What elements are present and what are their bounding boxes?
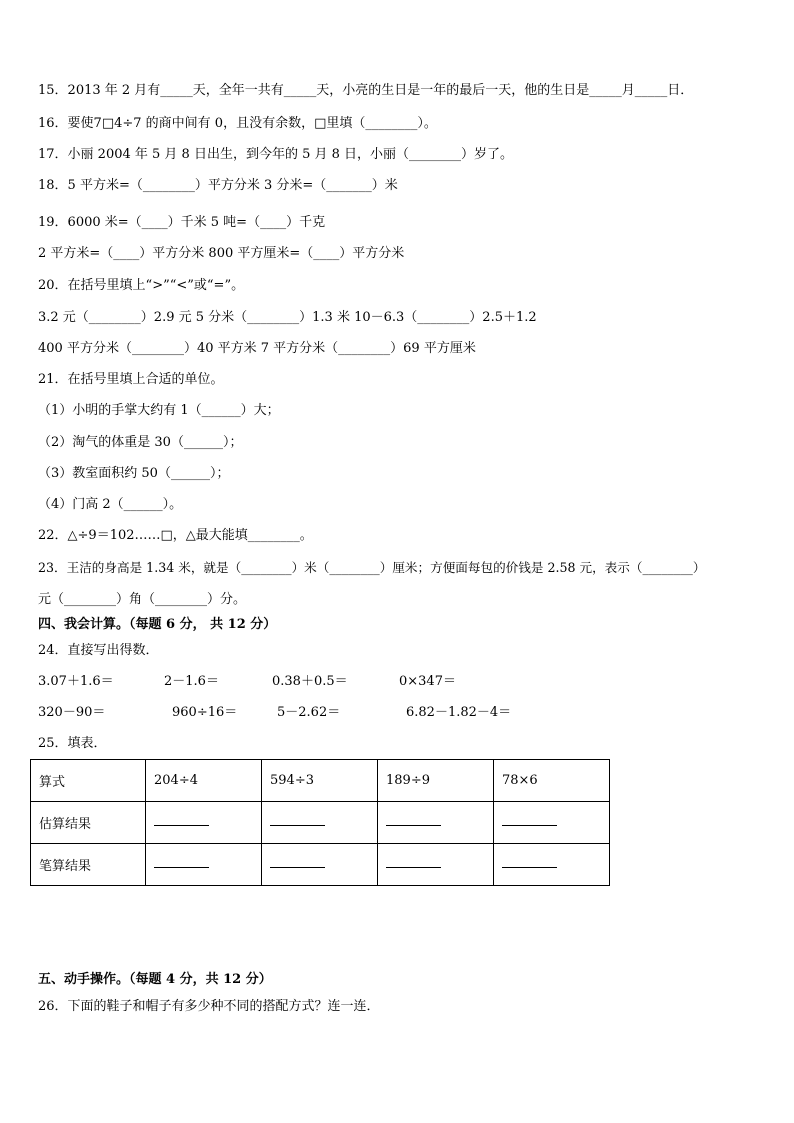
question-17: 17．小丽 2004 年 5 月 8 日出生，到今年的 5 月 8 日，小丽（________）岁了。 (38, 147, 514, 162)
calc-item: 2－1.6＝ (164, 674, 219, 689)
question-18: 18．5 平方米=（________）平方分米 3 分米=（_______）米 (38, 178, 398, 193)
calc-item: 0×347＝ (399, 674, 456, 689)
question-21: 21．在括号里填上合适的单位。 (38, 372, 224, 387)
calc-item: 320－90＝ (38, 705, 106, 720)
table-cell: 594÷3 (262, 760, 378, 802)
question-21-item1: （1）小明的手掌大约有 1（______）大； (38, 403, 280, 418)
table-cell: 189÷9 (378, 760, 494, 802)
answer-blank[interactable] (378, 844, 494, 886)
calc-item: 5－2.62＝ (277, 705, 341, 720)
table-row (31, 760, 610, 802)
answer-blank[interactable] (146, 844, 262, 886)
question-25: 25．填表． (38, 736, 107, 751)
question-24: 24．直接写出得数． (38, 643, 159, 658)
question-21-item4: （4）门高 2（______）。 (38, 497, 183, 512)
question-15: 15．2013 年 2 月有_____天，全年一共有_____天，小亮的生日是一年的最后一天，他的生日是_____月_____日． (38, 83, 694, 98)
table-row (31, 844, 610, 886)
answer-blank[interactable] (146, 802, 262, 844)
question-22: 22．△÷9＝102……□，△最大能填________。 (38, 528, 313, 543)
question-21-item2: （2）淘气的体重是 30（______）； (38, 435, 243, 450)
answer-blank[interactable] (378, 802, 494, 844)
answer-blank[interactable] (262, 844, 378, 886)
question-19-line1: 19．6000 米=（____）千米 5 吨=（____）千克 (38, 215, 326, 230)
question-20-line2: 400 平方分米（________）40 平方米 7 平方分米（________）69 平方厘米 (38, 341, 476, 356)
table-cell: 204÷4 (146, 760, 262, 802)
question-19-line2: 2 平方米=（____）平方分米 800 平方厘米=（____）平方分米 (38, 246, 405, 261)
calc-item: 960÷16＝ (172, 705, 238, 720)
calc-item: 0.38＋0.5＝ (272, 674, 348, 689)
answer-blank[interactable] (262, 802, 378, 844)
fill-table (30, 759, 610, 886)
table-row (31, 802, 610, 844)
section-5-heading: 五、动手操作。（每题 4 分，共 12 分） (38, 972, 272, 987)
question-23-line2: 元（________）角（________）分。 (38, 592, 247, 607)
question-20-line1: 3.2 元（________）2.9 元 5 分米（________）1.3 米 10－6.3（________）2.5＋1.2 (38, 310, 537, 325)
table-cell: 估算结果 (31, 802, 146, 844)
table-cell: 78×6 (494, 760, 610, 802)
answer-blank[interactable] (494, 802, 610, 844)
question-23-line1: 23．王洁的身高是 1.34 米，就是（________）米（________）厘米；方便面每包的价钱是 2.58 元，表示（________） (38, 560, 706, 575)
question-20: 20．在括号里填上“>”“<”或“=”。 (38, 278, 245, 293)
question-26: 26．下面的鞋子和帽子有多少种不同的搭配方式？连一连． (38, 999, 380, 1014)
question-21-item3: （3）教室面积约 50（______）； (38, 466, 230, 481)
table-cell: 算式 (31, 760, 146, 802)
section-4-heading: 四、我会计算。（每题 6 分， 共 12 分） (38, 617, 277, 632)
calc-item: 3.07＋1.6＝ (38, 674, 114, 689)
question-16: 16．要使7□4÷7 的商中间有 0，且没有余数，□里填（________）。 (38, 116, 437, 131)
answer-blank[interactable] (494, 844, 610, 886)
table-cell: 笔算结果 (31, 844, 146, 886)
calc-item: 6.82－1.82－4＝ (406, 705, 512, 720)
